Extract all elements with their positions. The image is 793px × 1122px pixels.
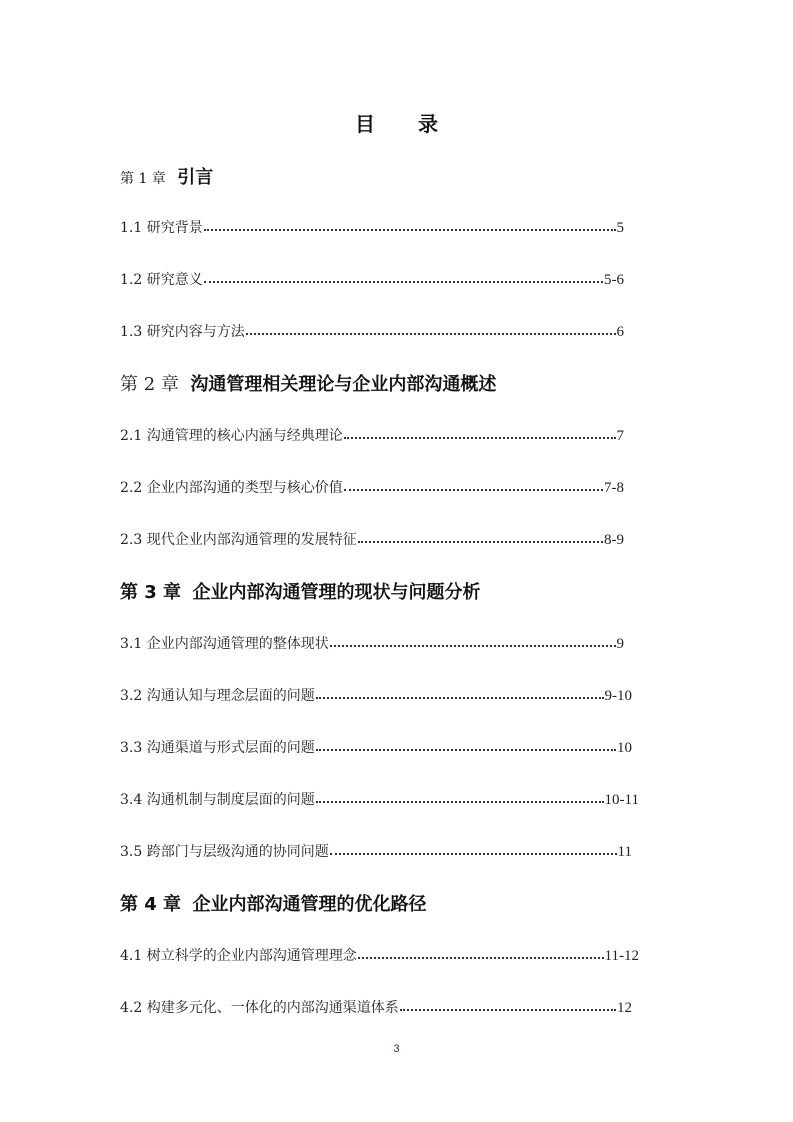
chapter-name: 引言 <box>177 167 214 188</box>
dot-leader <box>400 1009 616 1011</box>
entry-page: 12 <box>617 1000 632 1016</box>
dot-leader <box>204 229 616 231</box>
toc-entry-3-1[interactable] <box>120 633 624 653</box>
chapter-name: 沟通管理相关理论与企业内部沟通概述 <box>190 374 497 395</box>
entry-label: 1.3 研究内容与方法 <box>120 324 245 340</box>
entry-page: 9 <box>616 636 624 652</box>
dot-leader <box>330 645 616 647</box>
dot-leader <box>246 333 616 335</box>
chapter-heading-2 <box>120 370 496 396</box>
entry-page: 6 <box>616 324 624 340</box>
dot-leader <box>204 281 603 283</box>
chapter-prefix: 第 3 章 <box>120 582 182 603</box>
entry-page: 10 <box>617 740 632 756</box>
entry-label: 4.2 构建多元化、一体化的内部沟通渠道体系 <box>120 1000 399 1016</box>
chapter-name: 企业内部沟通管理的优化路径 <box>192 894 427 915</box>
toc-title: 目 录 <box>355 112 456 136</box>
toc-entry-1-1[interactable] <box>120 217 624 237</box>
dot-leader <box>358 957 604 959</box>
toc-entry-3-2[interactable] <box>120 685 632 705</box>
entry-label: 2.3 现代企业内部沟通管理的发展特征 <box>120 532 357 548</box>
entry-label: 3.2 沟通认知与理念层面的问题 <box>120 688 315 704</box>
entry-page: 5 <box>616 220 624 236</box>
dot-leader <box>316 801 604 803</box>
dot-leader <box>358 541 603 543</box>
chapter-heading-1 <box>120 163 213 189</box>
toc-entry-4-1[interactable] <box>120 945 639 965</box>
toc-entry-2-3[interactable] <box>120 529 624 549</box>
chapter-prefix: 第 1 章 <box>120 171 166 187</box>
entry-label: 1.2 研究意义 <box>120 272 203 288</box>
chapter-prefix: 第 2 章 <box>120 374 179 395</box>
entry-label: 3.1 企业内部沟通管理的整体现状 <box>120 636 329 652</box>
toc-entry-1-3[interactable] <box>120 321 624 341</box>
entry-page: 8-9 <box>604 532 624 548</box>
toc-entry-3-5[interactable] <box>120 841 632 861</box>
entry-page: 5-6 <box>604 272 624 288</box>
entry-page: 11-12 <box>604 948 639 964</box>
chapter-heading-4 <box>120 890 427 916</box>
chapter-prefix: 第 4 章 <box>120 894 182 915</box>
toc-entry-2-1[interactable] <box>120 425 624 445</box>
dot-leader <box>344 489 603 491</box>
dot-leader <box>344 437 616 439</box>
entry-page: 11 <box>617 844 632 860</box>
entry-page: 9-10 <box>604 688 632 704</box>
page-number: 3 <box>393 1043 400 1055</box>
entry-page: 7-8 <box>604 480 624 496</box>
toc-entry-2-2[interactable] <box>120 477 624 497</box>
entry-label: 3.4 沟通机制与制度层面的问题 <box>120 792 315 808</box>
chapter-name: 企业内部沟通管理的现状与问题分析 <box>192 582 481 603</box>
entry-page: 7 <box>616 428 624 444</box>
toc-entry-1-2[interactable] <box>120 269 624 289</box>
entry-label: 3.5 跨部门与层级沟通的协同问题 <box>120 844 329 860</box>
entry-page: 10-11 <box>604 792 639 808</box>
chapter-heading-3 <box>120 578 481 604</box>
toc-entry-3-3[interactable] <box>120 737 632 757</box>
entry-label: 2.2 企业内部沟通的类型与核心价值 <box>120 480 343 496</box>
entry-label: 3.3 沟通渠道与形式层面的问题 <box>120 740 315 756</box>
entry-label: 1.1 研究背景 <box>120 220 203 236</box>
dot-leader <box>330 853 617 855</box>
entry-label: 4.1 树立科学的企业内部沟通管理理念 <box>120 948 357 964</box>
toc-entry-3-4[interactable] <box>120 789 639 809</box>
dot-leader <box>316 697 604 699</box>
toc-entry-4-2[interactable] <box>120 997 632 1017</box>
dot-leader <box>316 749 616 751</box>
entry-label: 2.1 沟通管理的核心内涵与经典理论 <box>120 428 343 444</box>
